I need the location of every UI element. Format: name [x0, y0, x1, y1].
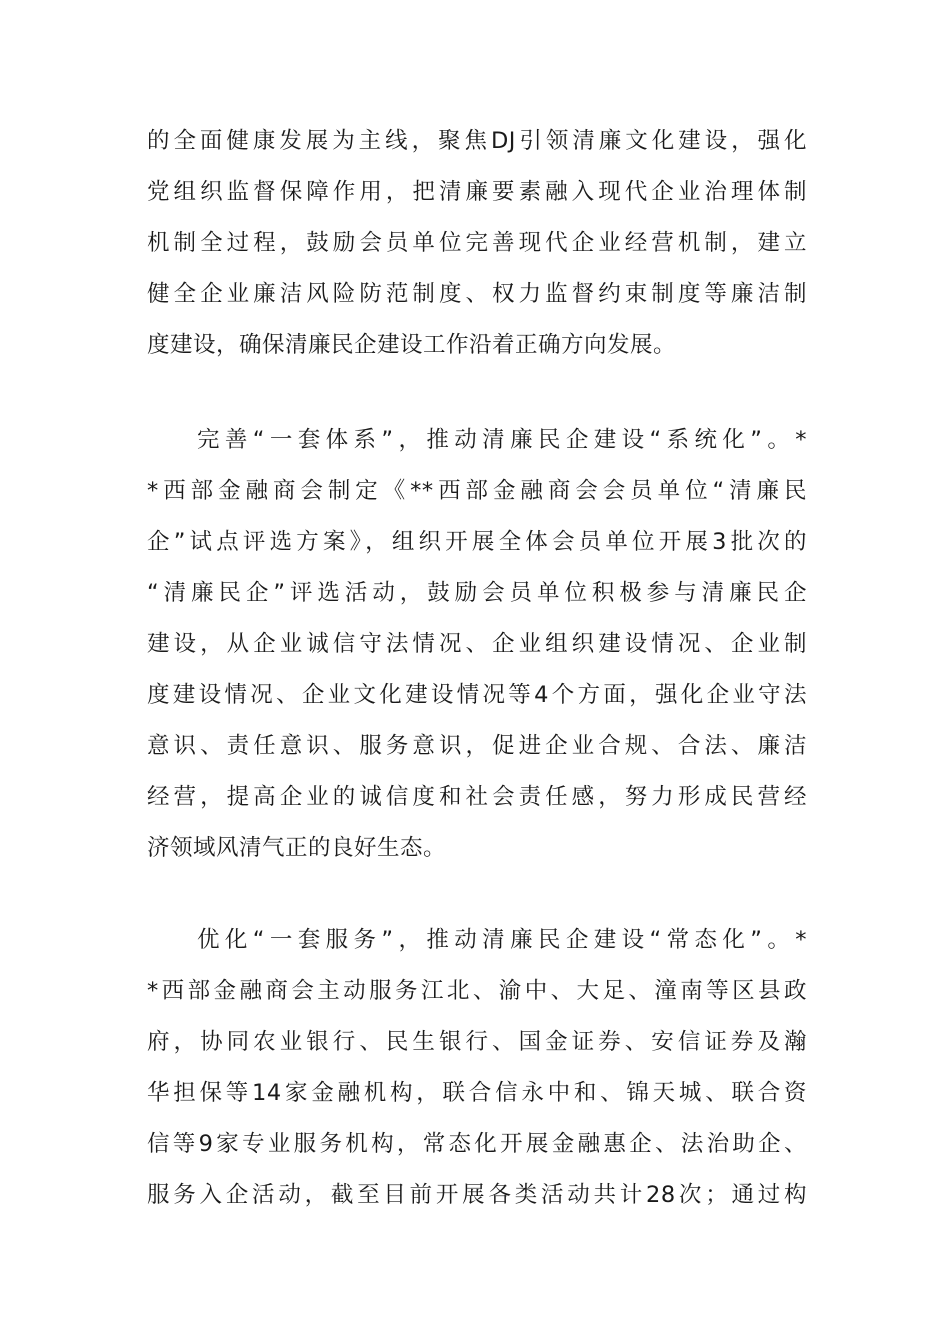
paragraph-1-line-5: 度建设，确保清廉民企建设工作沿着正确方向发展。	[147, 332, 677, 358]
paragraph-2-line-1: 完善“一套体系”，推动清廉民企建设“系统化”。*	[197, 427, 807, 453]
paragraph-2-line-7: 意识、责任意识、服务意识，促进企业合规、合法、廉洁	[147, 733, 807, 759]
paragraph-1-line-1: 的全面健康发展为主线，聚焦DJ引领清廉文化建设，强化	[147, 128, 807, 154]
paragraph-3-line-2: *西部金融商会主动服务江北、渝中、大足、潼南等区县政	[147, 978, 807, 1004]
paragraph-2-line-3: 企”试点评选方案》，组织开展全体会员单位开展3批次的	[147, 529, 807, 555]
paragraph-1-line-3: 机制全过程，鼓励会员单位完善现代企业经营机制，建立	[147, 230, 807, 256]
paragraph-3-line-6: 服务入企活动，截至目前开展各类活动共计28次；通过构	[147, 1182, 807, 1208]
paragraph-3-line-5: 信等9家专业服务机构，常态化开展金融惠企、法治助企、	[147, 1131, 807, 1157]
paragraph-2-line-8: 经营，提高企业的诚信度和社会责任感，努力形成民营经	[147, 784, 807, 810]
paragraph-3-line-1: 优化“一套服务”，推动清廉民企建设“常态化”。*	[197, 927, 807, 953]
paragraph-1-line-2: 党组织监督保障作用，把清廉要素融入现代企业治理体制	[147, 179, 807, 205]
paragraph-3-line-4: 华担保等14家金融机构，联合信永中和、锦天城、联合资	[147, 1080, 807, 1106]
paragraph-2-line-4: “清廉民企”评选活动，鼓励会员单位积极参与清廉民企	[147, 580, 807, 606]
paragraph-2-line-5: 建设，从企业诚信守法情况、企业组织建设情况、企业制	[147, 631, 807, 657]
paragraph-3-line-3: 府，协同农业银行、民生银行、国金证券、安信证券及瀚	[147, 1029, 807, 1055]
paragraph-2-line-9: 济领域风清气正的良好生态。	[147, 835, 447, 861]
paragraph-1-line-4: 健全企业廉洁风险防范制度、权力监督约束制度等廉洁制	[147, 281, 807, 307]
paragraph-2-line-6: 度建设情况、企业文化建设情况等4个方面，强化企业守法	[147, 682, 807, 708]
paragraph-2-line-2: *西部金融商会制定《**西部金融商会会员单位“清廉民	[147, 478, 807, 504]
